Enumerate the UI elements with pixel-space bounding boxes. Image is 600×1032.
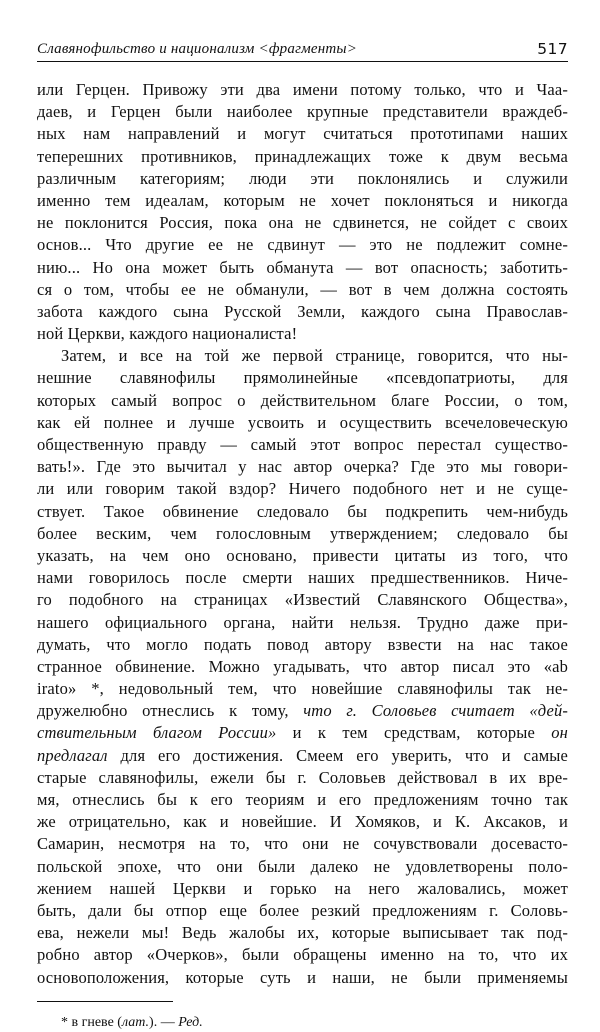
text-line: быть, дали бы отпор еще более резкий предложениям г. Соловь- bbox=[37, 900, 568, 920]
text-line: же отрицательно, как и новейшие. И Хомяков, и К. Аксаков, и bbox=[37, 812, 568, 832]
italic-run: предлагал bbox=[37, 745, 108, 765]
italic-run: ствительным благом России» bbox=[37, 723, 277, 743]
text-line: не поклонится Россия, пока она не сдвинется, не сойдет с своих bbox=[37, 213, 568, 233]
footnote-rule bbox=[37, 1001, 173, 1002]
text-line: забота каждого сына Русской Земли, каждого сына Православ- bbox=[37, 301, 568, 321]
text-line: указать, на чем оно основано, привести цитаты из того, что bbox=[37, 545, 568, 565]
text-line: го подобного на страницах «Известий Славянского Общества», bbox=[37, 590, 568, 610]
text-line: Самарин, несмотря на то, что они не сочувствовали досевасто- bbox=[37, 834, 568, 854]
text-line: нешние славянофилы прямолинейные «псевдопатриоты, для bbox=[37, 368, 568, 388]
text-line: мя, отнеслись бы к его теориям и его предложениям точно так bbox=[37, 790, 568, 809]
text-line: основ... Что другие ее не сдвинут — это не подлежит сомне- bbox=[37, 235, 568, 255]
running-title: Славянофильство и национализм <фрагменты> bbox=[37, 41, 358, 57]
text-line: теперешних противников, принадлежащих тоже к двум весьма bbox=[37, 146, 568, 166]
text-line: ствует. Такое обвинение следовало бы подкрепить чем-нибудь bbox=[37, 501, 568, 521]
paragraph-end-line: ной Церкви, каждого националиста! bbox=[37, 324, 298, 344]
footnote-editor-mark: Ред. bbox=[178, 1014, 203, 1030]
text-line: или Герцен. Привожу эти два имени потому только, что и Чаа- bbox=[37, 80, 568, 99]
text-line: нию... Но она может быть обманута — вот опасность; заботить- bbox=[37, 257, 568, 277]
body-text bbox=[37, 79, 568, 989]
roman-run: и к тем средствам, которые bbox=[276, 723, 552, 743]
text-line: польской эпохе, что они были далеко не удовлетворены поло- bbox=[37, 856, 568, 876]
text-line: общественную правду — самый этот вопрос перестал существо- bbox=[37, 435, 568, 454]
paragraph-start-line: Затем, и все на той же первой странице, говорится, что ны- bbox=[61, 346, 568, 366]
text-line: различным категориям; люди эти поклонялись и служили bbox=[37, 168, 568, 188]
footnote-text: в гневе ( bbox=[68, 1014, 122, 1030]
text-line: основоположения, которые суть и наши, не были применяемы bbox=[37, 967, 568, 987]
text-line: нашего официального органа, найти нельзя. Трудно даже при- bbox=[37, 612, 568, 632]
text-line: именно тем идеалам, которым не хочет поклоняться и никогда bbox=[37, 190, 568, 210]
running-head bbox=[37, 36, 568, 58]
text-line: старые славянофилы, ежели бы г. Соловьев действовал в их вре- bbox=[37, 767, 568, 787]
text-line: нами говорилось после смерти наших предшественников. Ниче- bbox=[37, 568, 568, 588]
text-line: как ей полнее и лучше усвоить и осуществить всечеловеческую bbox=[37, 412, 568, 432]
text-line: вать!». Где это вычитал у нас автор очерка? Где это мы говори- bbox=[37, 457, 568, 477]
text-line-mixed bbox=[37, 700, 568, 722]
text-line-mixed bbox=[37, 745, 568, 767]
text-line-mixed bbox=[37, 722, 568, 744]
text-line: жением нашей Церкви и горько на него жаловались, может bbox=[37, 878, 568, 898]
text-line: ся о том, чтобы ее не обманули, — вот в чем должна состоять bbox=[37, 279, 568, 299]
text-line: думать, что могло подать повод автору взвести на нас такое bbox=[37, 634, 568, 654]
text-line: ева, нежели мы! Ведь жалобы их, которые выписывает так под- bbox=[37, 923, 568, 943]
footnote-text: ). — bbox=[149, 1014, 179, 1030]
footnote-language: лат. bbox=[121, 1014, 150, 1030]
italic-run: он bbox=[551, 723, 568, 743]
page-number: 517 bbox=[537, 40, 568, 58]
footnote-marker: * bbox=[61, 1014, 68, 1030]
roman-run: дружелюбно отнеслись к тому, bbox=[37, 701, 304, 721]
roman-run: для его достижения. Смеем его уверить, что и самые bbox=[107, 745, 568, 765]
book-page bbox=[37, 36, 568, 1030]
text-line: ли или говорим такой вздор? Ничего подобного нет и не суще- bbox=[37, 479, 568, 499]
header-rule bbox=[37, 61, 568, 62]
text-line: даев, и Герцен были наиболее крупные представители враждеб- bbox=[37, 102, 568, 122]
italic-run: что г. Соловьев считает «дей- bbox=[303, 701, 568, 721]
text-line: которых самый вопрос о действительном благе России, о том, bbox=[37, 390, 568, 410]
footnote bbox=[37, 1014, 568, 1032]
text-line: странное обвинение. Можно угадывать, что автор писал это «ab bbox=[37, 656, 568, 676]
text-line: irato» *, недовольный тем, что новейшие славянофилы так не- bbox=[37, 679, 568, 699]
text-line: более веским, чем голословным утверждением; следовало бы bbox=[37, 523, 568, 543]
text-line: ных нам направлений и могут считаться прототипами наших bbox=[37, 124, 568, 144]
text-line: робно автор «Очерков», были обращены именно на то, что их bbox=[37, 945, 568, 965]
